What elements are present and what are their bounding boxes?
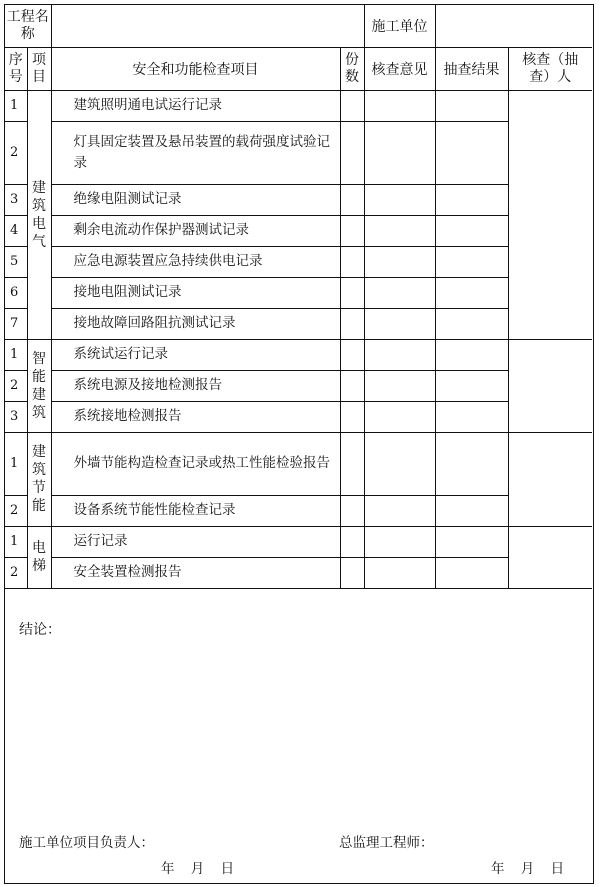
sample-result-cell[interactable] — [435, 339, 508, 370]
copies-cell[interactable] — [340, 339, 364, 370]
col-header-checker: 核查（抽查）人 — [508, 47, 592, 90]
project-name-label — [5, 5, 51, 47]
sample-result-cell[interactable] — [435, 370, 508, 401]
check-item-name: 系统电源及接地检测报告 — [51, 370, 340, 401]
check-item-name: 应急电源装置应急持续供电记录 — [51, 246, 340, 277]
row-seq: 5 — [5, 246, 27, 277]
opinion-cell[interactable] — [364, 495, 435, 526]
copies-cell[interactable] — [340, 370, 364, 401]
check-item-name: 绝缘电阻测试记录 — [51, 184, 340, 215]
row-seq: 7 — [5, 308, 27, 339]
copies-cell[interactable] — [340, 557, 364, 588]
sample-result-cell[interactable] — [435, 215, 508, 246]
copies-cell[interactable] — [340, 432, 364, 495]
row-seq: 4 — [5, 215, 27, 246]
copies-cell[interactable] — [340, 215, 364, 246]
check-item-name: 建筑照明通电试运行记录 — [51, 90, 340, 121]
check-item-name: 系统接地检测报告 — [51, 401, 340, 432]
sample-result-cell[interactable] — [435, 90, 508, 121]
col-header-check-item: 安全和功能检查项目 — [51, 47, 340, 90]
checker-cell[interactable] — [508, 339, 592, 432]
table-row — [5, 184, 592, 215]
col-header-sample-result: 抽查结果 — [435, 47, 508, 90]
opinion-cell[interactable] — [364, 90, 435, 121]
row-seq: 3 — [5, 401, 27, 432]
col-header-opinion: 核查意见 — [364, 47, 435, 90]
contractor-date: 年 月 日 — [161, 861, 235, 877]
sample-result-cell[interactable] — [435, 184, 508, 215]
check-item-name: 系统试运行记录 — [51, 339, 340, 370]
project-name-label-text: 工程名称 — [6, 8, 49, 42]
row-seq: 1 — [5, 339, 27, 370]
copies-cell[interactable] — [340, 90, 364, 121]
category-label: 智 能 建 筑 — [27, 339, 51, 432]
row-seq: 2 — [5, 121, 27, 184]
table-row — [5, 90, 592, 121]
opinion-cell[interactable] — [364, 215, 435, 246]
sample-result-cell[interactable] — [435, 308, 508, 339]
row-seq: 2 — [5, 370, 27, 401]
sample-result-cell[interactable] — [435, 495, 508, 526]
check-item-name: 外墙节能构造检查记录或热工性能检验报告 — [51, 432, 340, 495]
opinion-cell[interactable] — [364, 246, 435, 277]
check-item-name: 设备系统节能性能检查记录 — [51, 495, 340, 526]
row-seq: 1 — [5, 432, 27, 495]
check-item-name: 接地故障回路阻抗测试记录 — [51, 308, 340, 339]
copies-cell[interactable] — [340, 495, 364, 526]
table-row — [5, 526, 592, 557]
table-row — [5, 401, 592, 432]
row-seq: 3 — [5, 184, 27, 215]
supervisor-date: 年 月 日 — [491, 861, 565, 877]
copies-cell[interactable] — [340, 308, 364, 339]
copies-cell[interactable] — [340, 526, 364, 557]
copies-cell[interactable] — [340, 246, 364, 277]
opinion-cell[interactable] — [364, 370, 435, 401]
category-label: 电 梯 — [27, 526, 51, 588]
sample-result-cell[interactable] — [435, 277, 508, 308]
col-header-copies: 份数 — [340, 47, 364, 90]
table-row — [5, 339, 592, 370]
check-item-name: 接地电阻测试记录 — [51, 277, 340, 308]
checker-cell[interactable] — [508, 90, 592, 339]
project-name-value[interactable] — [51, 5, 364, 47]
copies-cell[interactable] — [340, 184, 364, 215]
opinion-cell[interactable] — [364, 401, 435, 432]
sample-result-cell[interactable] — [435, 121, 508, 184]
table-row — [5, 308, 592, 339]
checker-cell[interactable] — [508, 526, 592, 588]
opinion-cell[interactable] — [364, 526, 435, 557]
contractor-signature-label: 施工单位项目负责人： — [19, 835, 154, 851]
opinion-cell[interactable] — [364, 277, 435, 308]
opinion-cell[interactable] — [364, 308, 435, 339]
opinion-cell[interactable] — [364, 557, 435, 588]
copies-cell[interactable] — [340, 401, 364, 432]
row-seq: 1 — [5, 526, 27, 557]
opinion-cell[interactable] — [364, 121, 435, 184]
opinion-cell[interactable] — [364, 432, 435, 495]
row-seq: 2 — [5, 495, 27, 526]
row-seq: 6 — [5, 277, 27, 308]
opinion-cell[interactable] — [364, 339, 435, 370]
row-seq: 2 — [5, 557, 27, 588]
col-header-seq: 序号 — [5, 47, 27, 90]
table-row — [5, 370, 592, 401]
check-item-name: 运行记录 — [51, 526, 340, 557]
checker-cell[interactable] — [508, 432, 592, 526]
contractor-label: 施工单位 — [364, 5, 435, 47]
table-row — [5, 246, 592, 277]
table-row — [5, 277, 592, 308]
copies-cell[interactable] — [340, 277, 364, 308]
row-seq: 1 — [5, 90, 27, 121]
supervisor-signature-label: 总监理工程师： — [339, 835, 434, 851]
opinion-cell[interactable] — [364, 184, 435, 215]
col-header-category: 项目 — [27, 47, 51, 90]
table-row — [5, 121, 592, 184]
contractor-value[interactable] — [435, 5, 592, 47]
conclusion-label: 结论： — [19, 622, 61, 638]
sample-result-cell[interactable] — [435, 246, 508, 277]
check-item-name: 剩余电流动作保护器测试记录 — [51, 215, 340, 246]
copies-cell[interactable] — [340, 121, 364, 184]
check-item-name: 安全装置检测报告 — [51, 557, 340, 588]
sample-result-cell[interactable] — [435, 526, 508, 557]
sample-result-cell[interactable] — [435, 401, 508, 432]
table-row — [5, 432, 592, 495]
check-item-name: 灯具固定装置及悬吊装置的载荷强度试验记录 — [51, 121, 340, 184]
table-row — [5, 557, 592, 588]
inspection-table — [5, 5, 592, 589]
table-row — [5, 495, 592, 526]
category-label: 建 筑 电 气 — [27, 90, 51, 339]
sample-result-cell[interactable] — [435, 557, 508, 588]
category-label: 建 筑 节 能 — [27, 432, 51, 526]
sample-result-cell[interactable] — [435, 432, 508, 495]
inspection-form — [4, 4, 594, 884]
table-row — [5, 215, 592, 246]
